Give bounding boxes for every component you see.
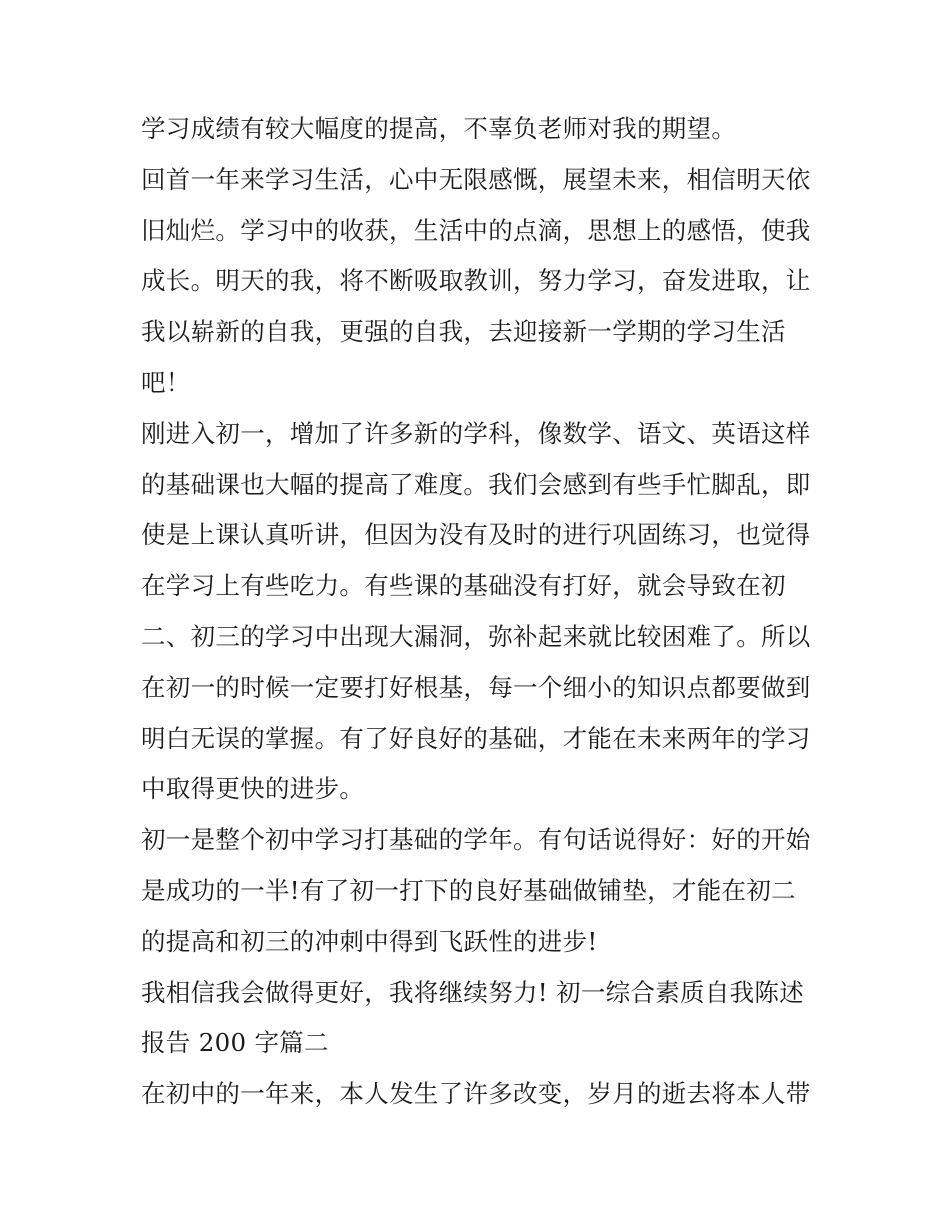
text-line: 学习成绩有较大幅度的提高，不辜负老师对我的期望。 (141, 114, 737, 143)
text-line: 在学习上有些吃力。有些课的基础没有打好，就会导致在初 (141, 571, 786, 601)
text-line: 旧灿烂。学习中的收获，生活中的点滴，思想上的感悟，使我 (141, 215, 811, 245)
text-line: 初一是整个初中学习打基础的学年。有句话说得好：好的开始 (141, 825, 811, 855)
text-line: 我相信我会做得更好，我将继续努力! 初一综合素质自我陈述 (141, 977, 805, 1007)
text-line: 刚进入初一，增加了许多新的学科，像数学、语文、英语这样 (141, 418, 811, 448)
text-line: 使是上课认真听讲，但因为没有及时的进行巩固练习，也觉得 (141, 520, 811, 550)
text-line: 的提高和初三的冲刺中得到飞跃性的进步! (141, 926, 598, 956)
text-line: 报告 200 字篇二 (141, 1028, 329, 1058)
text-line: 在初中的一年来，本人发生了许多改变，岁月的逝去将本人带 (141, 1079, 811, 1109)
text-line: 在初一的时候一定要打好根基，每一个细小的知识点都要做到 (141, 672, 811, 702)
text-line: 成长。明天的我，将不断吸取教训，努力学习，奋发进取，让 (141, 266, 811, 296)
text-line: 是成功的一半!有了初一打下的良好基础做铺垫，才能在初二 (141, 875, 796, 905)
text-line: 中取得更快的进步。 (141, 774, 365, 804)
text-line: 回首一年来学习生活，心中无限感慨，展望未来，相信明天依 (141, 164, 811, 194)
text-line: 二、初三的学习中出现大漏洞，弥补起来就比较困难了。所以 (141, 621, 811, 651)
text-line: 明白无误的掌握。有了好良好的基础，才能在未来两年的学习 (141, 723, 811, 753)
text-line: 的基础课也大幅的提高了难度。我们会感到有些手忙脚乱，即 (141, 469, 811, 499)
document-body (141, 104, 821, 1120)
text-line: 我以崭新的自我，更强的自我，去迎接新一学期的学习生活 (141, 317, 786, 347)
text-line: 吧！ (141, 367, 191, 397)
